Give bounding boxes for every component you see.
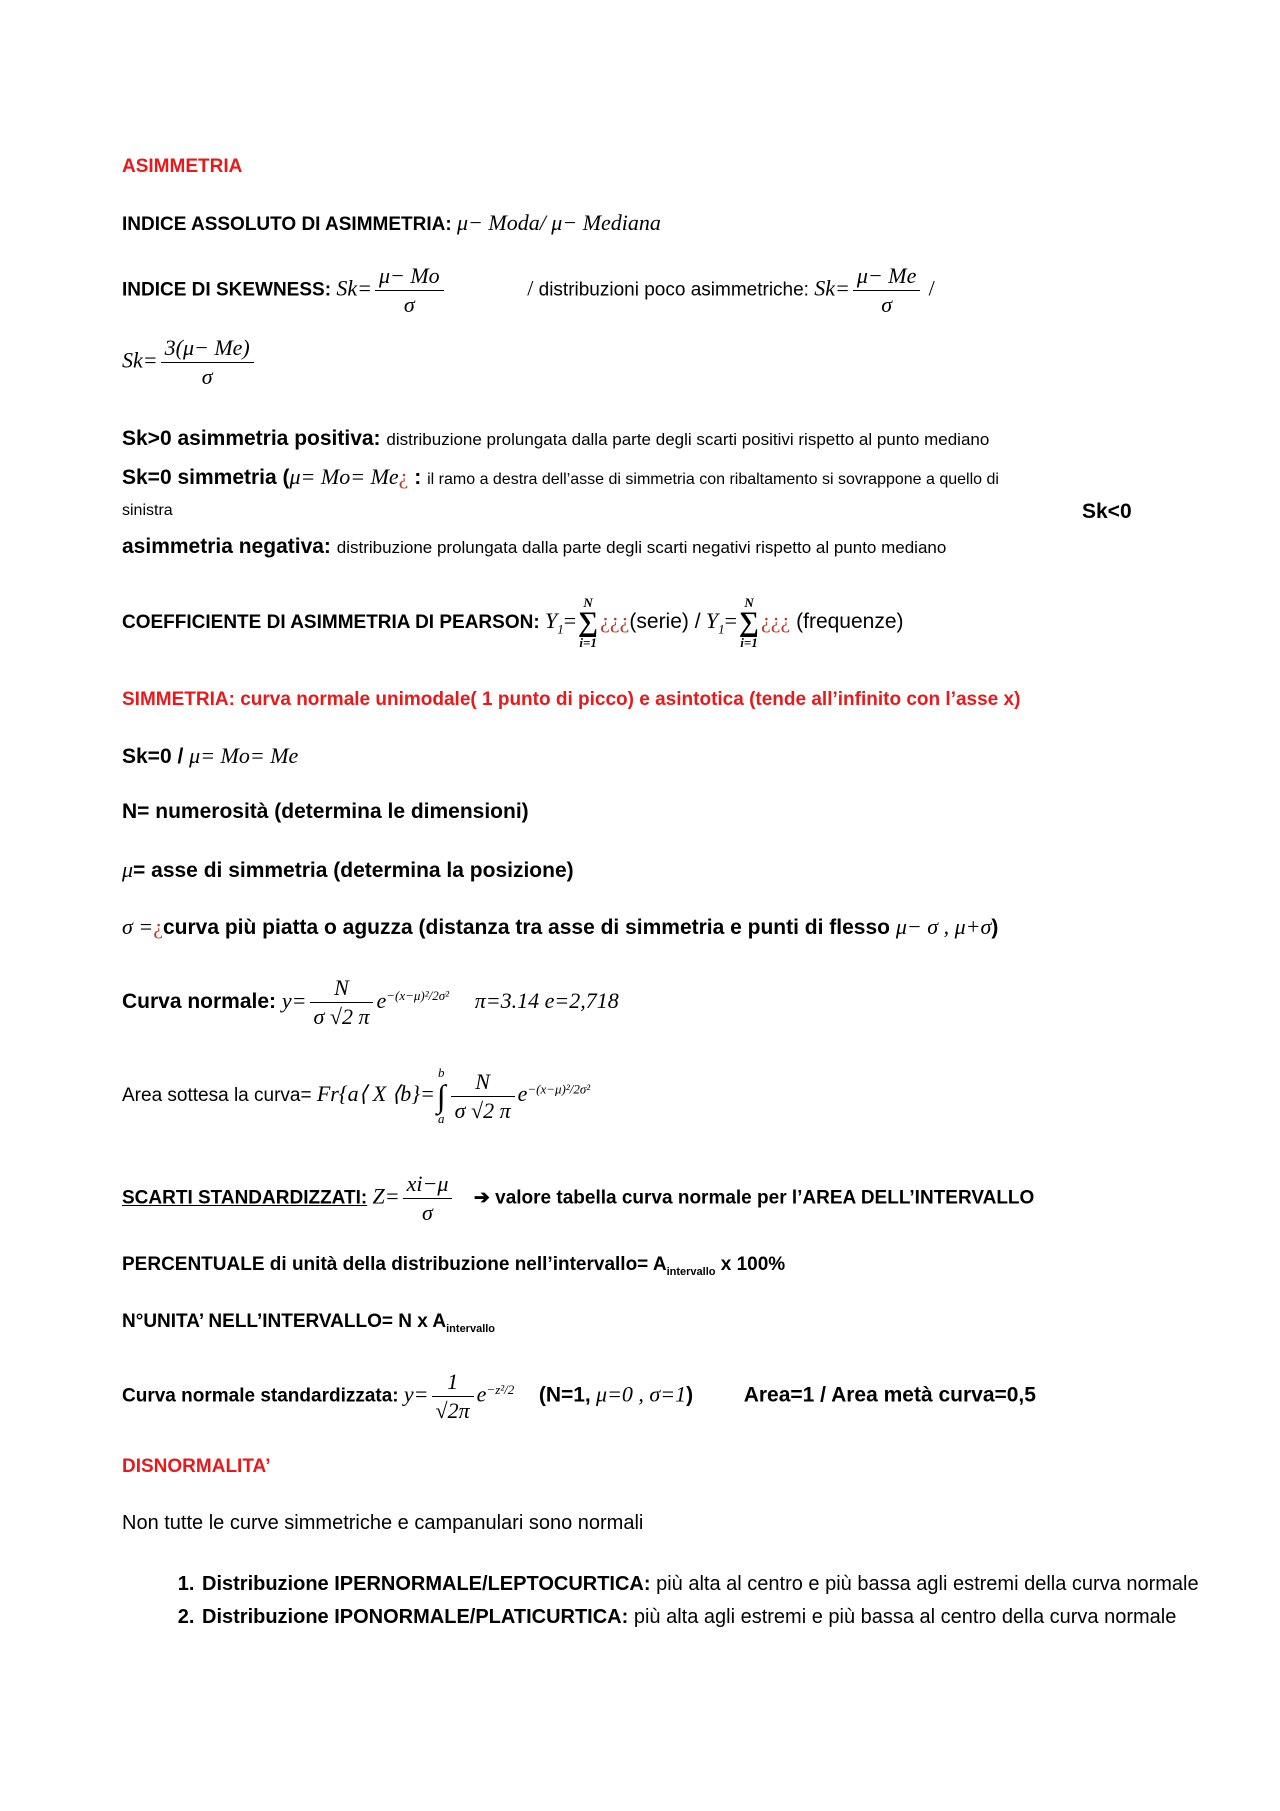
units-line (122, 1311, 495, 1335)
pearson-coefficient (122, 596, 904, 650)
area-numerator: N (451, 1068, 515, 1097)
percent-sub: intervallo (666, 1265, 716, 1278)
normal-curve-y: y= (281, 988, 307, 1014)
disnorm-intro: Non tutte le curve simmetriche e campanulari sono normali (122, 1512, 644, 1534)
area-integral (437, 1066, 446, 1126)
sym-mu-symbol: μ (122, 857, 134, 882)
right-arrow-icon: ➔ (473, 1187, 490, 1209)
sigma-sum-icon: ∑ (739, 607, 759, 638)
pearson-y-1 (544, 608, 577, 637)
sym-n-line: N= numerosità (determina le dimensioni) (122, 800, 529, 823)
normal-curve-exponent: −(x−μ)²/2σ² (386, 988, 450, 1004)
sk-zero-colon: : (408, 466, 422, 489)
integral-icon: ∫ (436, 1078, 446, 1114)
sym-sigma-math: μ− σ , μ+σ (895, 914, 992, 939)
disnorm-item-text: più alta al centro e più bassa agli estremi della curva normale (650, 1573, 1199, 1595)
pearson-label: COEFFICIENTE DI ASIMMETRIA DI PEARSON: (122, 612, 540, 634)
skewness-denominator-2: σ (881, 292, 893, 317)
skewness-numerator-1: μ− Mo (375, 262, 444, 291)
skewness-numerator-2: μ− Me (853, 262, 920, 291)
std-curve-params-a: (N=1, (538, 1383, 591, 1407)
skewness-index (122, 262, 935, 319)
percent-end: x 100% (715, 1254, 786, 1275)
sk-zero-text: il ramo a destra dell’asse di simmetria con ribaltamento si sovrappone a quello di (427, 471, 999, 488)
sym-sigma-end: ) (991, 916, 999, 939)
pearson-eq-2: = (724, 608, 738, 634)
std-scores-label: SCARTI STANDARDIZZATI: (122, 1187, 368, 1209)
normal-curve-line (122, 974, 619, 1031)
percent-text: PERCENTUALE di unità della distribuzione nell’intervallo= A (122, 1254, 667, 1275)
sk-negative-label: asimmetria negativa: (122, 535, 331, 558)
section-title-disnormalita: DISNORMALITA’ (122, 1456, 271, 1477)
skewness-sk-3: Sk= (122, 347, 158, 373)
units-sub: intervallo (446, 1322, 496, 1335)
sk-negative-text: distribuzione prolungata dalla parte degli scarti negativi rispetto al punto mediano (336, 538, 947, 557)
normal-curve-denominator: σ √2 π (313, 1004, 370, 1029)
std-curve-label: Curva normale standardizzata: (122, 1385, 399, 1407)
units-text: N°UNITA’ NELL’INTERVALLO= N x A (122, 1311, 447, 1332)
area-fraction (451, 1068, 515, 1125)
std-scores-numerator: xi−μ (403, 1170, 453, 1199)
section-title-simmetria: SIMMETRIA: curva normale unimodale( 1 punto di picco) e asintotica (tende all’infinito con l’asse x) (122, 689, 1021, 710)
pearson-sum-1 (578, 596, 598, 650)
area-label: Area sottesa la curva= (122, 1085, 312, 1107)
area-line (122, 1066, 590, 1126)
sym-sigma-symbol: σ = (122, 914, 154, 939)
sym-sigma-text: curva più piatta o aguzza (distanza tra asse di simmetria e punti di flesso (162, 916, 890, 939)
skewness-denominator-1: σ (403, 292, 415, 317)
area-e: e (517, 1081, 528, 1107)
sk-zero-label: Sk=0 simmetria ( (122, 466, 290, 489)
pearson-y-2 (705, 608, 738, 637)
skewness-sk-2: Sk= (814, 275, 850, 301)
disnorm-item-label: Distribuzione IPERNORMALE/LEPTOCURTICA: (202, 1573, 651, 1595)
absolute-asymmetry-index (122, 210, 661, 236)
std-curve-exponent: −z²/2 (486, 1382, 515, 1398)
skewness-fraction-2 (853, 262, 920, 319)
absolute-asymmetry-label: INDICE ASSOLUTO DI ASIMMETRIA: (122, 214, 452, 235)
sk-zero-text-continued: sinistra (122, 502, 173, 519)
skewness-fraction-1 (375, 262, 444, 319)
std-scores-line (122, 1170, 1034, 1227)
sk-zero-question: ¿ (398, 464, 409, 489)
skewness-text-2: distribuzioni poco asimmetriche: (538, 279, 809, 301)
std-curve-line (122, 1368, 1036, 1425)
sk-zero-line (122, 464, 999, 490)
area-formula: Fr{a⟨ X ⟨b}= (316, 1081, 435, 1107)
skewness-denominator-3: σ (201, 364, 213, 389)
disnorm-list (160, 1568, 1210, 1634)
sym-sigma-line (122, 914, 998, 940)
sym-mu-text: = asse di simmetria (determina la posizione) (133, 859, 574, 882)
area-exponent: −(x−μ)²/2σ² (527, 1081, 591, 1097)
skewness-index-alt (122, 334, 257, 391)
std-curve-params-math: μ=0 , σ=1 (596, 1381, 687, 1407)
skewness-numerator-3: 3(μ− Me) (161, 334, 254, 363)
disnorm-item-text: più alta agli estremi e più bassa al centro della curva normale (628, 1606, 1177, 1628)
std-curve-denominator: √2π (435, 1398, 470, 1423)
normal-curve-label: Curva normale: (122, 990, 277, 1014)
list-item (200, 1601, 1210, 1634)
skewness-sk-1: Sk= (336, 275, 372, 301)
percent-line (122, 1254, 785, 1278)
sigma-sum-icon: ∑ (578, 607, 599, 638)
std-curve-params-b: ) (686, 1383, 694, 1407)
area-denominator: σ √2 π (454, 1097, 511, 1123)
sym-sk0-math: μ= Mo= Me (189, 743, 299, 768)
pearson-sum-upper-2: N (744, 595, 754, 610)
absolute-asymmetry-formula: μ− Moda/ μ− Mediana (456, 210, 661, 235)
normal-curve-fraction (310, 974, 374, 1031)
pearson-sum-upper-1: N (583, 595, 593, 610)
pearson-sum-2 (739, 596, 759, 650)
std-scores-fraction (403, 1170, 453, 1227)
std-scores-denominator: σ (422, 1200, 433, 1225)
std-scores-z: Z= (372, 1183, 400, 1209)
list-item (200, 1568, 1210, 1601)
skewness-fraction-3 (161, 334, 254, 391)
std-curve-e: e (476, 1381, 487, 1407)
pearson-serie: (serie) / (629, 610, 701, 634)
area-integral-lower: a (438, 1111, 445, 1126)
sk-negative-line (122, 535, 946, 559)
sym-sigma-question: ¿ (153, 914, 163, 939)
pearson-y-sub-2: 1 (718, 621, 725, 637)
pearson-frequenze: (frequenze) (790, 610, 904, 634)
normal-curve-e: e (376, 988, 387, 1014)
skewness-label: INDICE DI SKEWNESS: (122, 279, 332, 301)
pearson-y-symbol-1: Y (544, 608, 558, 634)
pearson-y-symbol-2: Y (705, 608, 719, 634)
std-curve-y: y= (403, 1381, 429, 1407)
pearson-y-sub-1: 1 (557, 621, 564, 637)
skewness-separator: / (527, 275, 534, 301)
std-scores-text: valore tabella curva normale per l’AREA DELL’INTERVALLO (495, 1187, 1035, 1209)
sk-positive-text: distribuzione prolungata dalla parte degli scarti positivi rispetto al punto mediano (386, 430, 990, 449)
sk-zero-math: μ= Mo= Me (289, 464, 399, 489)
normal-curve-numerator: N (310, 974, 374, 1003)
pearson-sum-lower-1: i=1 (579, 635, 597, 650)
sk-negative-head: Sk<0 (1082, 500, 1132, 523)
skewness-separator-2: / (928, 275, 935, 301)
pearson-eq-1: = (563, 608, 577, 634)
std-curve-numerator: 1 (432, 1368, 474, 1397)
sk-positive-line (122, 427, 989, 451)
pearson-q-2: ¿¿¿ (761, 608, 791, 634)
disnorm-item-label: Distribuzione IPONORMALE/PLATICURTICA: (202, 1606, 629, 1628)
std-curve-area: Area=1 / Area metà curva=0,5 (743, 1383, 1036, 1407)
normal-curve-constants: π=3.14 e=2,718 (474, 988, 619, 1014)
sym-mu-line (122, 857, 574, 883)
area-integral-upper: b (438, 1065, 445, 1080)
sym-sk0-line (122, 743, 298, 769)
sym-sk0-label: Sk=0 / (122, 745, 184, 768)
section-title-asimmetria: ASIMMETRIA (122, 156, 243, 177)
std-curve-fraction (432, 1368, 474, 1425)
pearson-sum-lower-2: i=1 (740, 635, 758, 650)
sk-positive-label: Sk>0 asimmetria positiva: (122, 427, 381, 450)
pearson-q-1: ¿¿¿ (600, 608, 630, 634)
